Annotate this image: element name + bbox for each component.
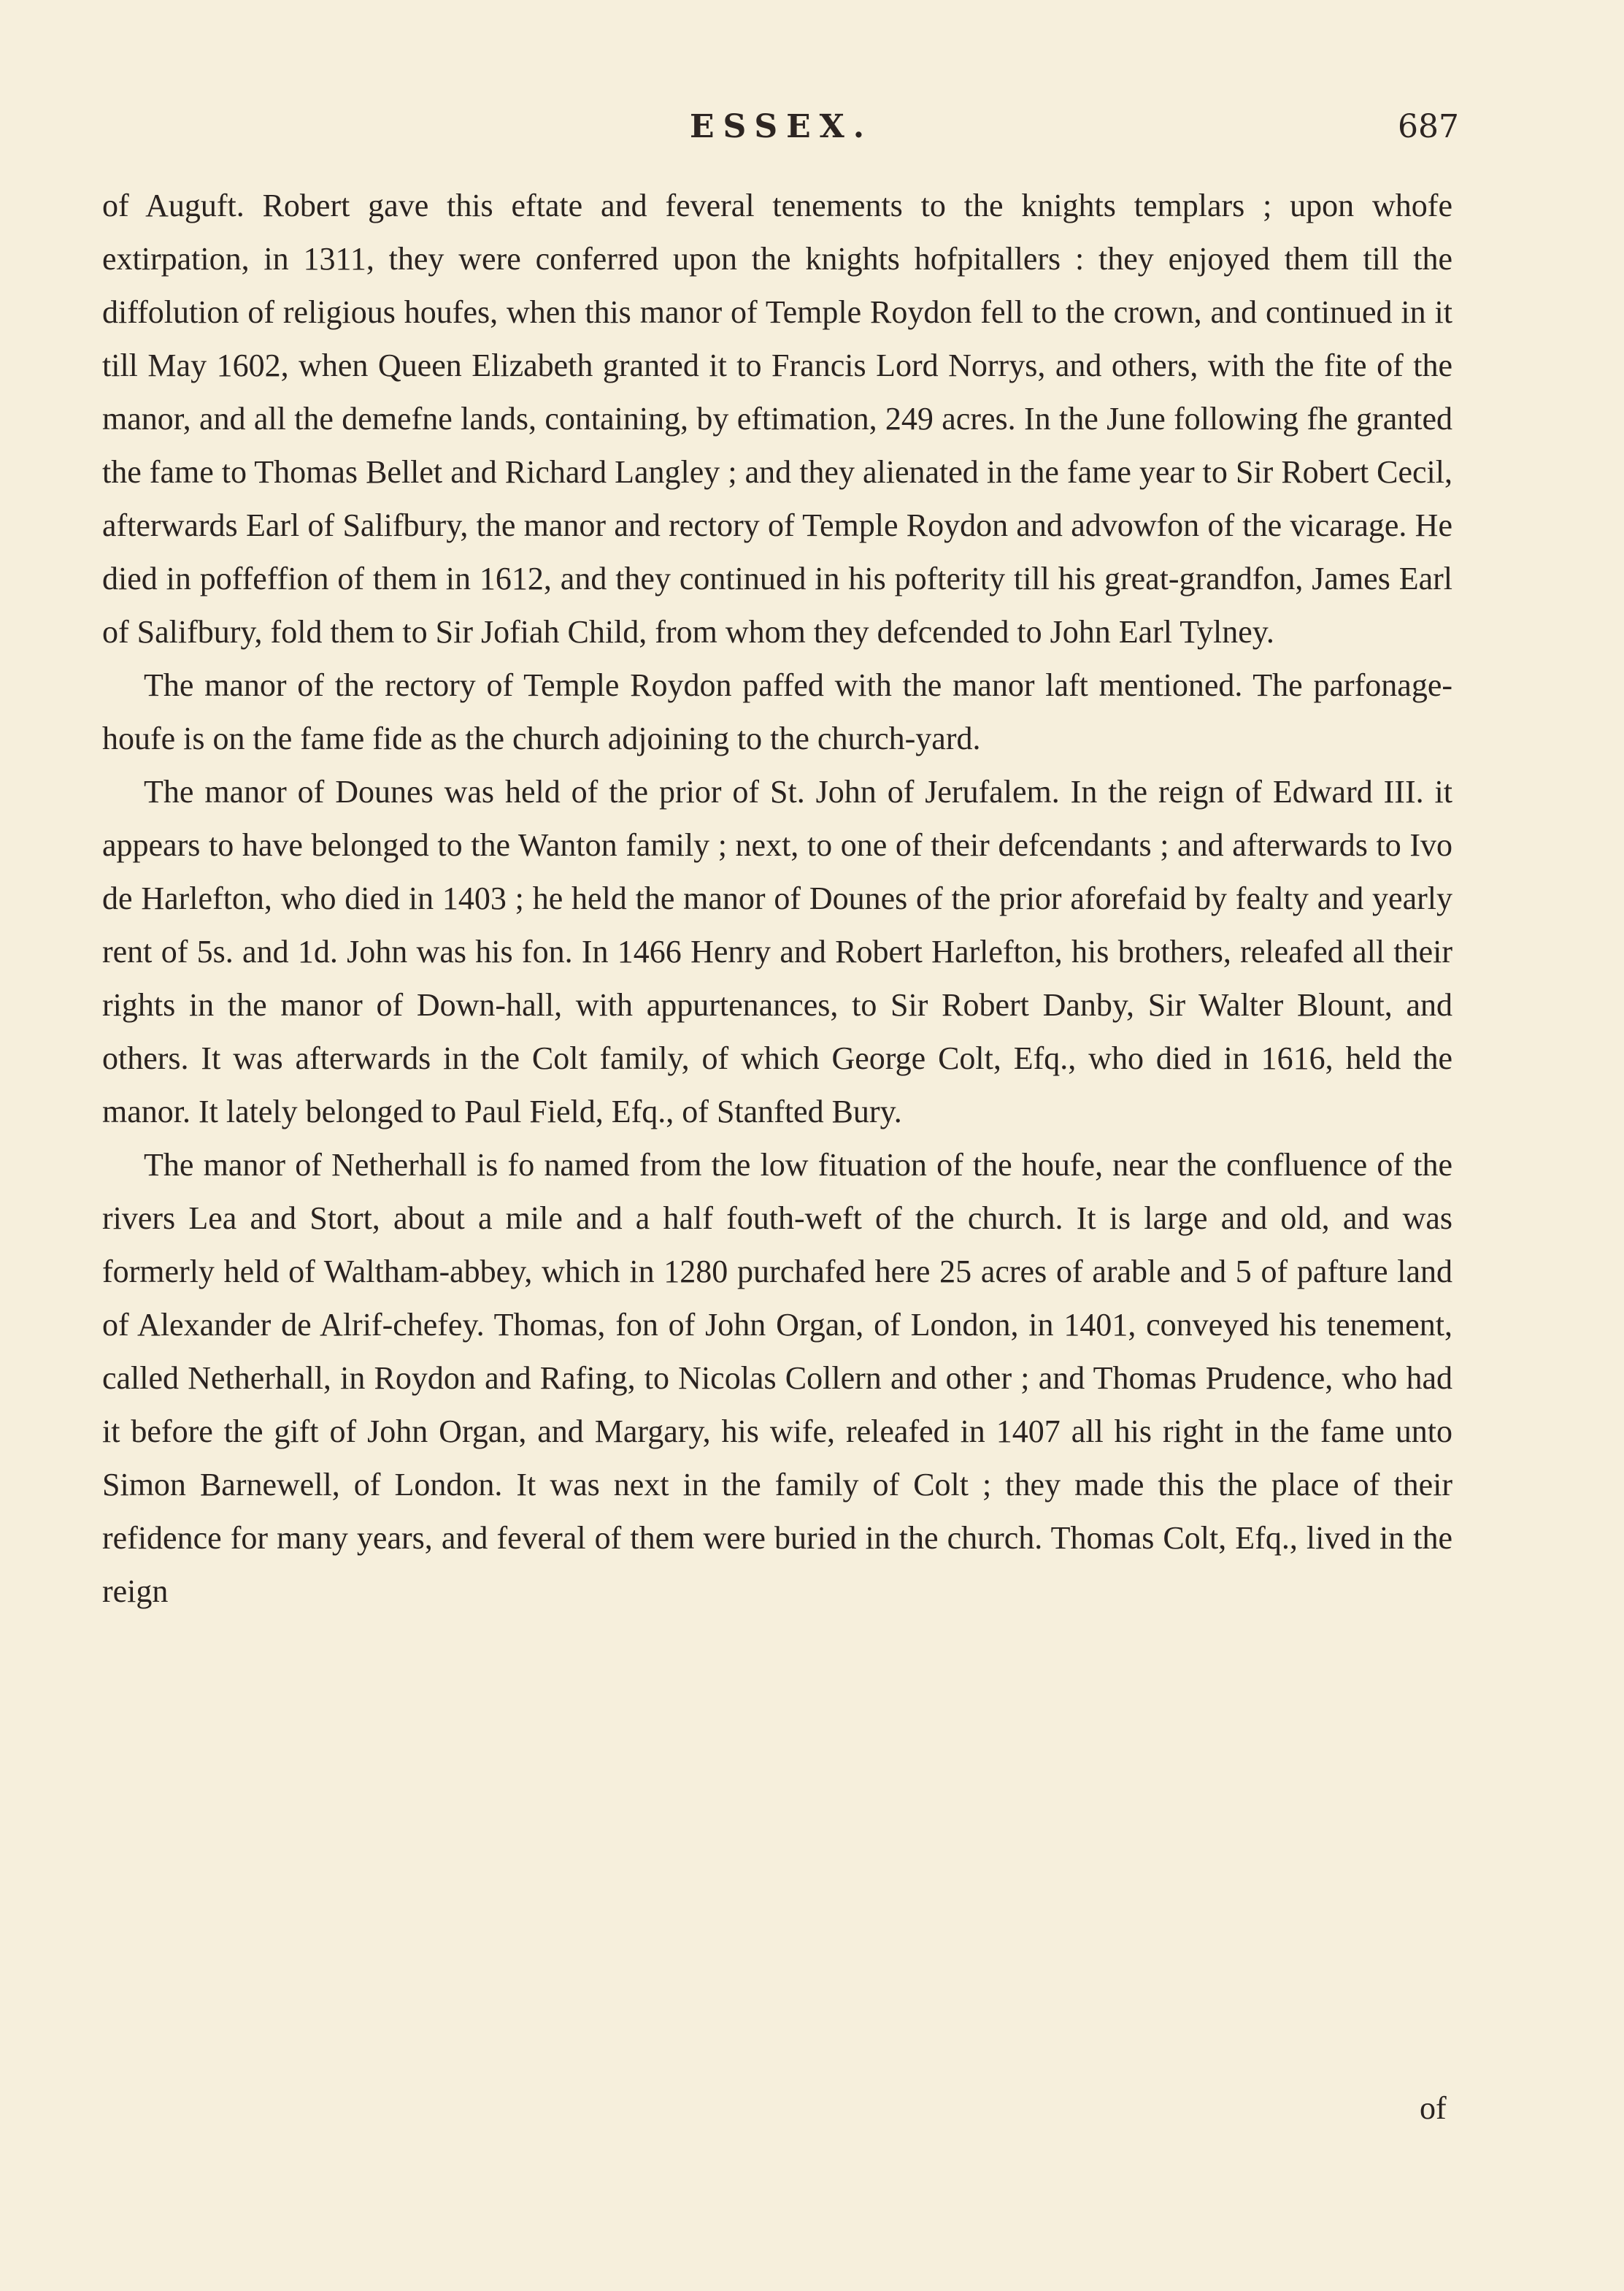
body-text <box>102 179 1452 1618</box>
paragraph-netherhall-manor: The manor of Netherhall is fo named from the low fituation of the houfe, near the confluence of the rivers Lea and Stort, about a mile and a half fouth-weft of the church. It is large and old, and was formerly held of Waltham-abbey, which in 1280 purchafed here 25 acres of arable and 5 of pafture land of Alexander de Alrif-chefey. Thomas, fon of John Organ, of London, in 1401, conveyed his tenement, called Netherhall, in Roydon and Rafing, to Nicolas Collern and other ; and Thomas Prudence, who had it before the gift of John Organ, and Margary, his wife, releafed in 1407 all his right in the fame unto Simon Barnewell, of London. It was next in the family of Colt ; they made this the place of their refidence for many years, and feveral of them were buried in the church. Thomas Colt, Efq., lived in the reign <box>102 1147 1452 1609</box>
paragraph-temple-roydon: of Auguft. Robert gave this eftate and feveral tenements to the knights templars ; upon whofe extirpation, in 1311, they were conferred upon the knights hofpitallers : they enjoyed them till the diffolution of religious houfes, when this manor of Temple Roydon fell to the crown, and continued in it till May 1602, when Queen Elizabeth granted it to Francis Lord Norrys, and others, with the fite of the manor, and all the demefne lands, containing, by eftimation, 249 acres. In the June following fhe granted the fame to Thomas Bellet and Richard Langley ; and they alienated in the fame year to Sir Robert Cecil, afterwards Earl of Salifbury, the manor and rectory of Temple Roydon and advowfon of the vicarage. He died in poffeffion of them in 1612, and they continued in his pofterity till his great-grandfon, James Earl of Salifbury, fold them to Sir Jofiah Child, from whom they defcended to John Earl Tylney. <box>102 188 1452 650</box>
paragraph-rectory-manor: The manor of the rectory of Temple Roydon paffed with the manor laft mentioned. The parfonage-houfe is on the fame fide as the church adjoining to the church-yard. <box>102 667 1452 756</box>
running-header-title: ESSEX. <box>690 108 874 145</box>
paragraph-dounes-manor: The manor of Dounes was held of the prior of St. John of Jerufalem. In the reign of Edward III. it appears to have belonged to the Wanton family ; next, to one of their defcendants ; and afterwards to Ivo de Harlefton, who died in 1403 ; he held the manor of Dounes of the prior aforefaid by fealty and yearly rent of 5s. and 1d. John was his fon. In 1466 Henry and Robert Harlefton, his brothers, releafed all their rights in the manor of Down-hall, with appurtenances, to Sir Robert Danby, Sir Walter Blount, and others. It was afterwards in the Colt family, of which George Colt, Efq., who died in 1616, held the manor. It lately belonged to Paul Field, Efq., of Stanfted Bury. <box>102 774 1452 1129</box>
catchword: of <box>1420 2090 1447 2126</box>
page-number: 687 <box>1398 108 1459 145</box>
